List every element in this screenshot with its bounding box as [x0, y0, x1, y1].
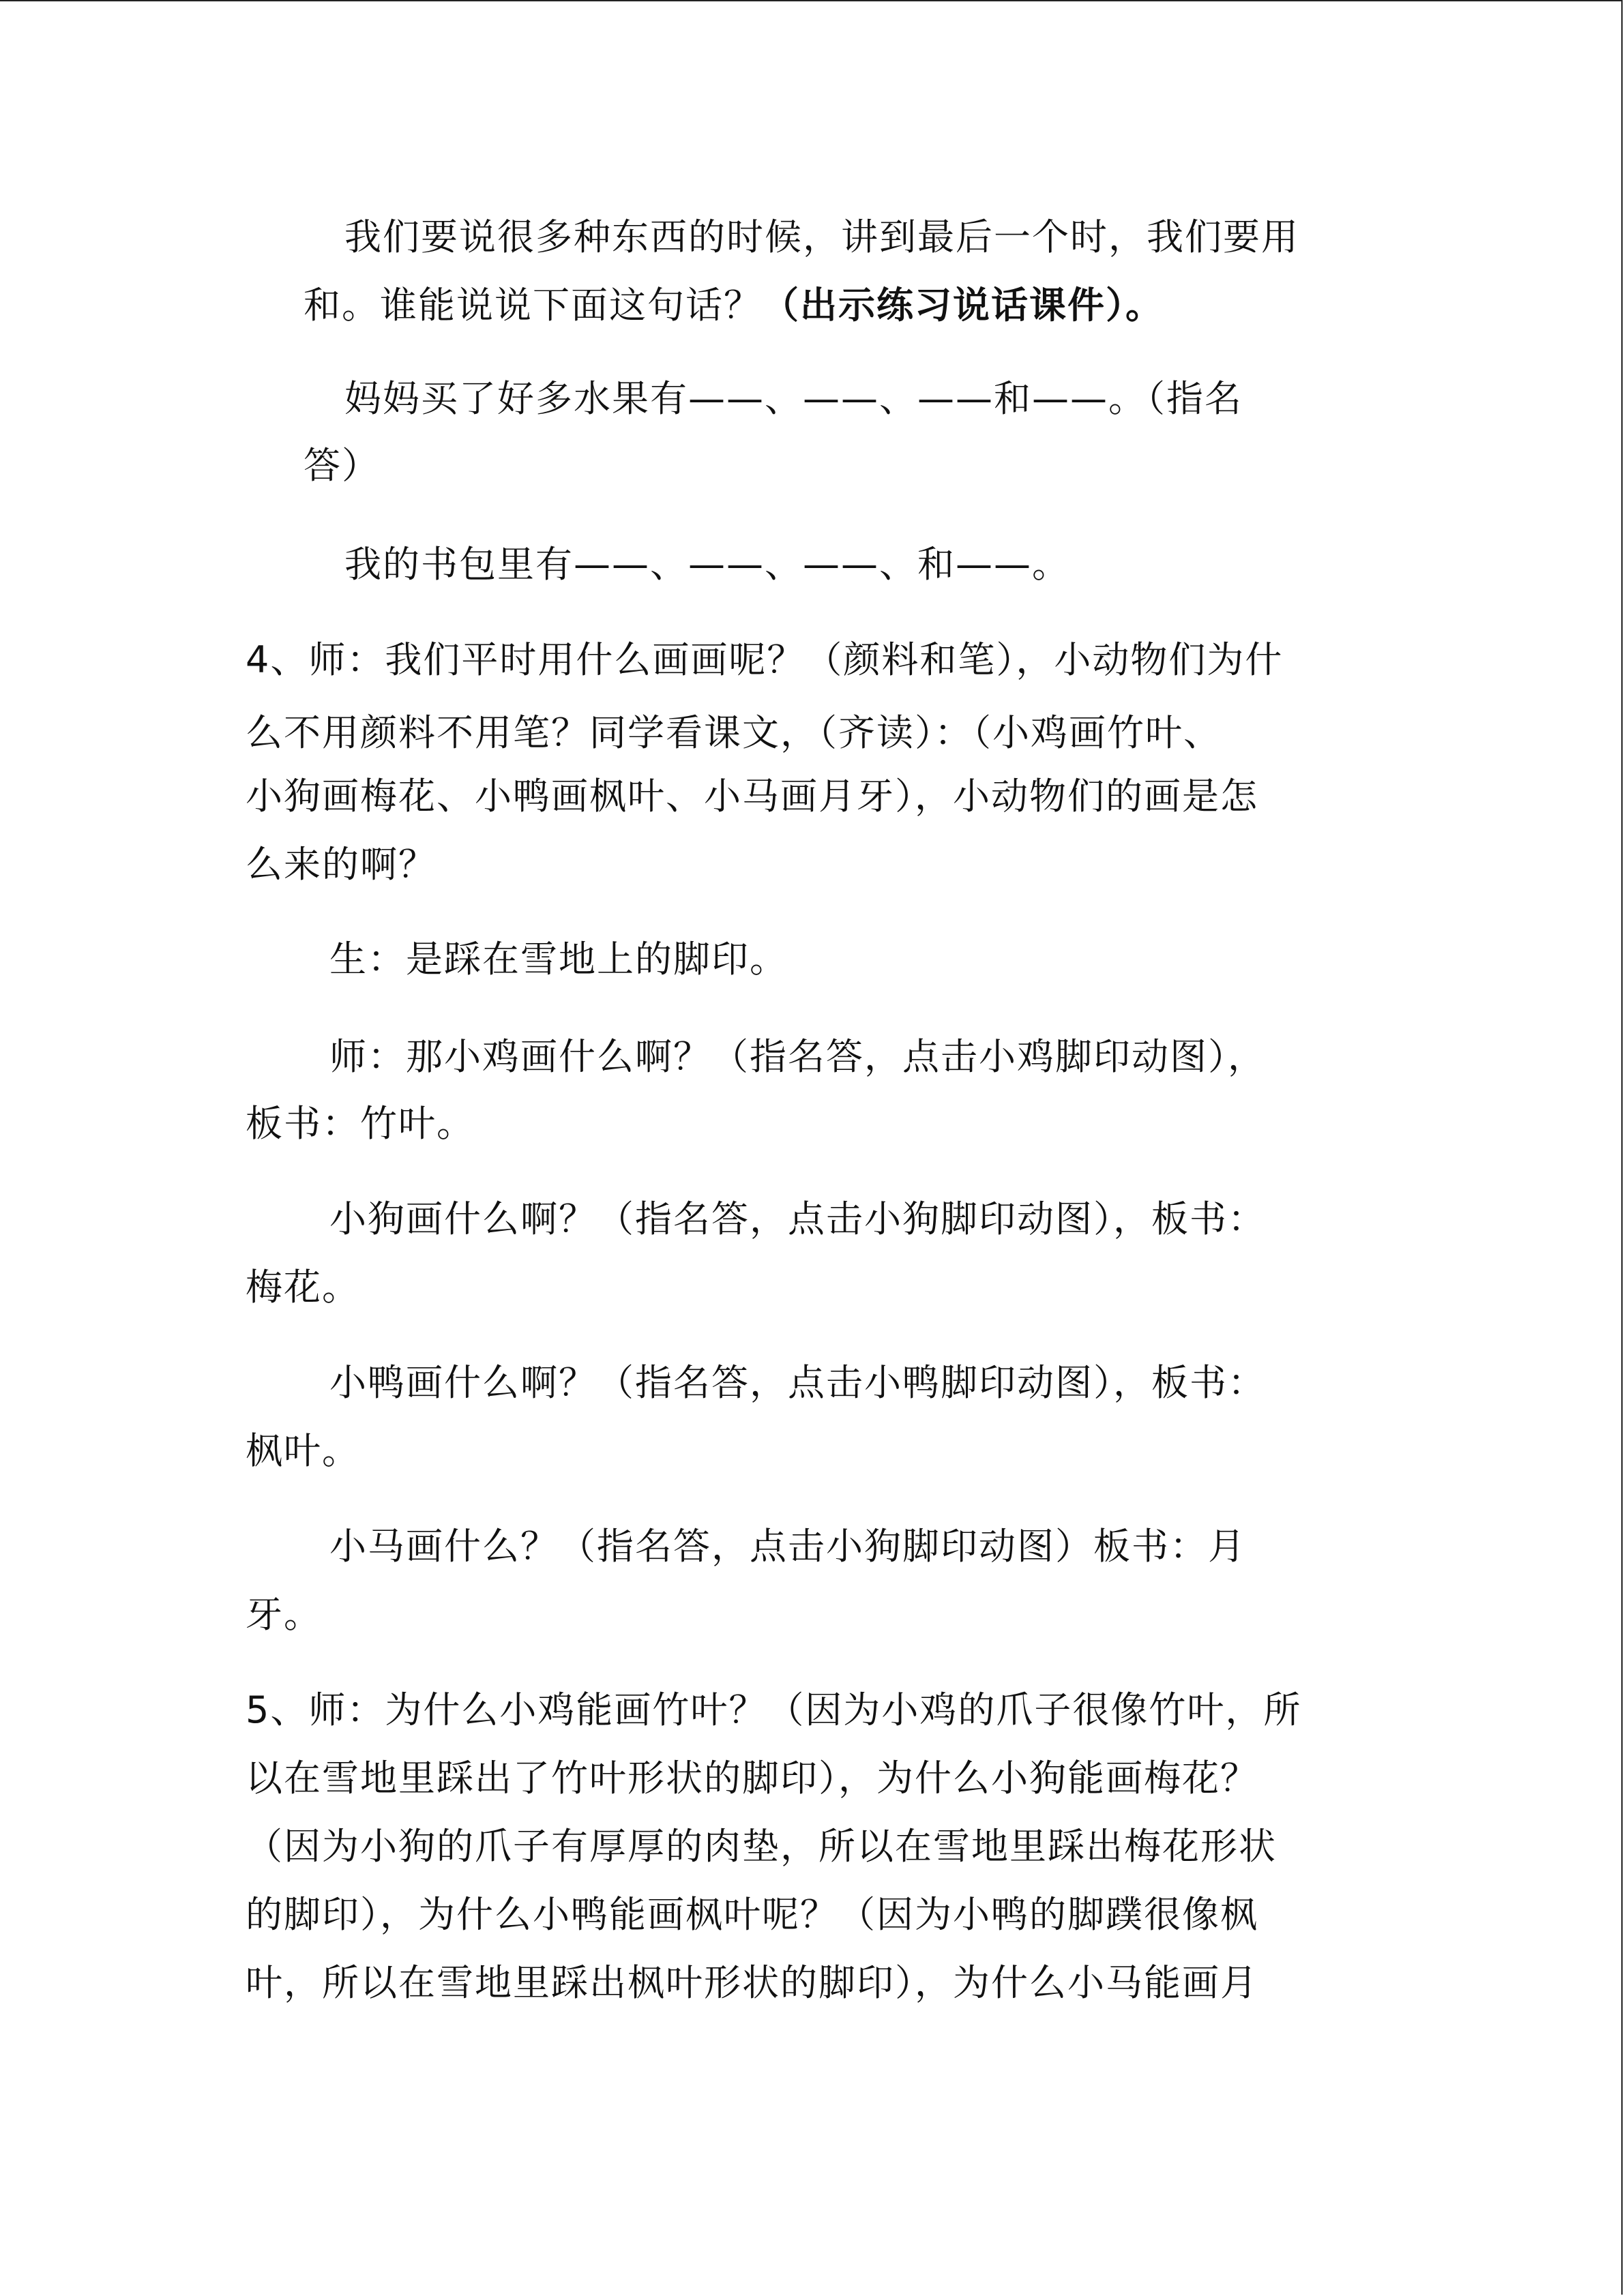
text-line: 5、师：为什么小鸡能画竹叶？（因为小鸡的爪子很像竹叶，所 — [246, 1688, 1302, 1731]
text-line: 小鸭画什么啊？（指名答，点击小鸭脚印动图），板书： — [329, 1361, 1266, 1404]
text-line: 我们要说很多种东西的时候，讲到最后一个时，我们要用 — [344, 215, 1299, 258]
text-line: 4、师：我们平时用什么画画呢？（颜料和笔），小动物们为什 — [246, 638, 1284, 681]
text-run: 和。谁能说说下面这句话？ — [304, 284, 762, 327]
text-line: 牙。 — [246, 1593, 322, 1636]
text-line — [304, 282, 1164, 329]
text-line: 小狗画什么啊？（指名答，点击小狗脚印动图），板书： — [329, 1197, 1266, 1240]
bold-annotation: （出示练习说话课件）。 — [762, 284, 1164, 327]
text-line: 我的书包里有——、——、——、和——。 — [344, 543, 1070, 586]
text-line: 师：那小鸡画什么啊？（指名答，点击小鸡脚印动图）， — [329, 1035, 1266, 1078]
text-line: 的脚印），为什么小鸭能画枫叶呢？（因为小鸭的脚蹼很像枫 — [246, 1893, 1258, 1936]
text-line: 叶，所以在雪地里踩出枫叶形状的脚印），为什么小马能画月 — [246, 1961, 1258, 2004]
text-line: 以在雪地里踩出了竹叶形状的脚印），为什么小狗能画梅花？ — [246, 1757, 1258, 1800]
text-line: 生：是踩在雪地上的脚印。 — [329, 938, 788, 981]
text-line: 答） — [304, 444, 380, 487]
text-line: 板书：竹叶。 — [246, 1102, 475, 1145]
text-line: （因为小狗的爪子有厚厚的肉垫，所以在雪地里踩出梅花形状 — [246, 1825, 1277, 1868]
text-line: 小狗画梅花、小鸭画枫叶、小马画月牙），小动物们的画是怎 — [246, 775, 1258, 818]
text-line: 妈妈买了好多水果有——、——、——和——。（指名 — [344, 377, 1243, 420]
text-line: 枫叶。 — [246, 1429, 360, 1472]
text-line: 么来的啊？ — [246, 843, 437, 886]
text-line: 小马画什么？（指名答，点击小狗脚印动图）板书：月 — [329, 1525, 1246, 1568]
text-line: 么不用颜料不用笔？同学看课文，（齐读）：（小鸡画竹叶、 — [246, 711, 1222, 754]
text-line: 梅花。 — [246, 1266, 360, 1309]
